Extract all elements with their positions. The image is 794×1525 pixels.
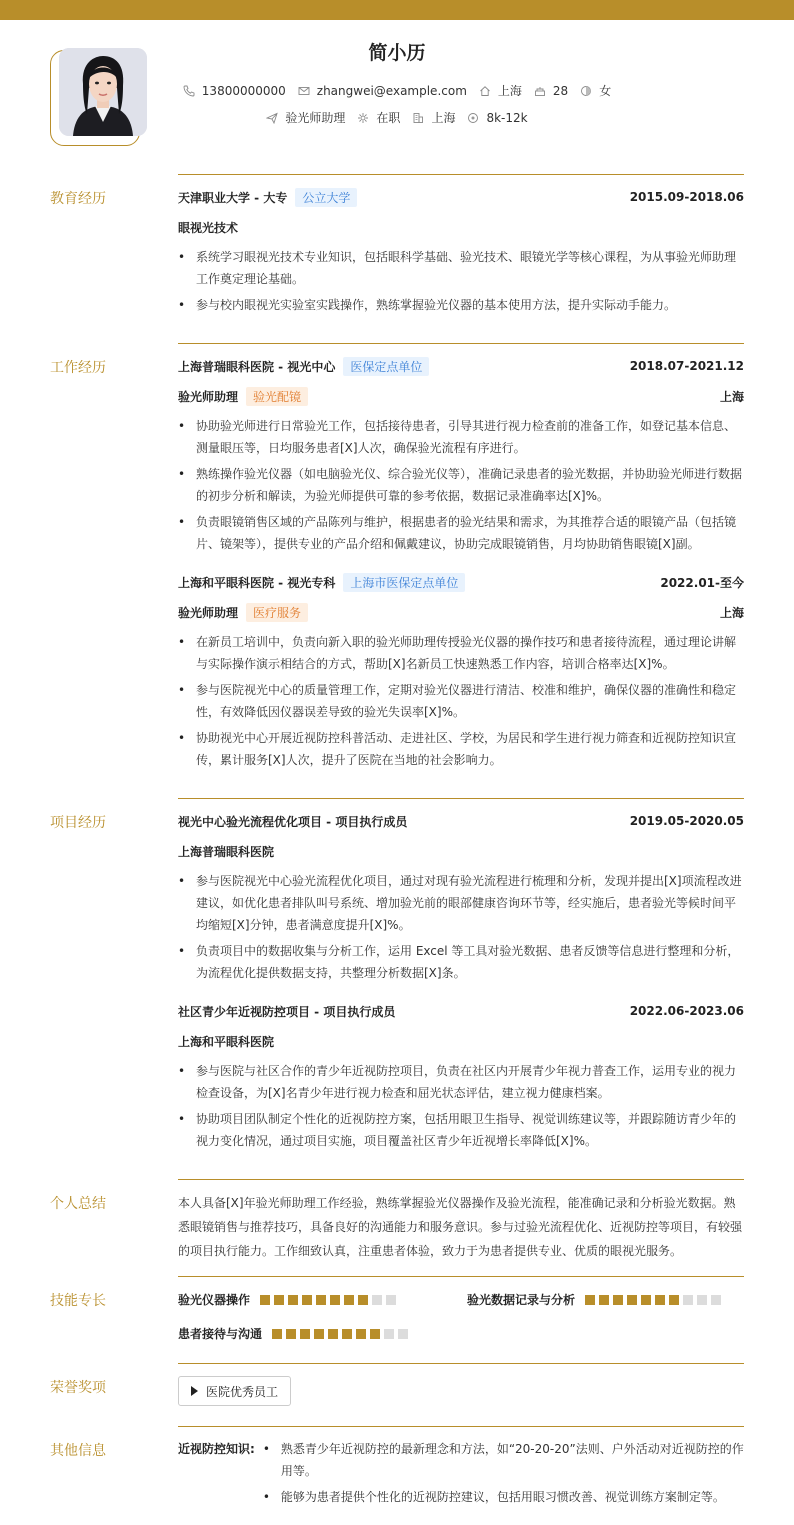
- major-name: 眼视光技术: [178, 220, 239, 235]
- skill-dot-filled: [286, 1329, 296, 1339]
- location-text: 上海: [497, 84, 522, 98]
- project-item-2: [178, 1001, 744, 1152]
- company-name: 上海普瑞眼科医院 - 视光中心: [178, 359, 336, 374]
- project-org: 上海和平眼科医院: [178, 1034, 275, 1049]
- skill-dot-filled: [274, 1295, 284, 1305]
- skill-dot-filled: [599, 1295, 609, 1305]
- company-tag: 医保定点单位: [343, 357, 429, 376]
- target-city-info: [412, 109, 455, 126]
- skill-level-1: [585, 1295, 725, 1305]
- section-divider: [178, 174, 744, 175]
- age-text: 28: [552, 83, 569, 98]
- project-bullets: [178, 870, 744, 984]
- job-title-text: 验光师助理: [285, 111, 346, 125]
- skill-dot-filled: [330, 1295, 340, 1305]
- work-item-2: [178, 572, 744, 771]
- project-item-1: [178, 811, 744, 984]
- work-period: 2018.07-2021.12: [629, 359, 744, 373]
- skill-dot-filled: [613, 1295, 623, 1305]
- skill-dot-filled: [288, 1295, 298, 1305]
- list-item: • 负责眼镜销售区域的产品陈列与维护，根据患者的验光结果和需求，为其推荐合适的眼镜产品（包括镜片、镜架等），提供专业的产品介绍和佩戴建议，协助完成眼镜销售，月均协助销售眼镜[X]副。: [178, 511, 744, 555]
- salary-info: [467, 111, 527, 125]
- status-info: [357, 109, 400, 126]
- role-name: 验光师助理: [178, 389, 239, 404]
- section-divider: [178, 1276, 744, 1277]
- skill-dot-filled: [627, 1295, 637, 1305]
- work-city: 上海: [719, 389, 744, 404]
- list-item: • 熟悉青少年近视防控的最新理念和方法，如“20-20-20”法则、户外活动对近视防控的作用等。: [263, 1438, 744, 1482]
- list-item: • 参与医院视光中心的质量管理工作，定期对验光仪器进行清洁、校准和维护，确保仪器的准确性和稳定性，有效降低因仪器误差导致的验光失误率[X]%。: [178, 679, 744, 723]
- status-text: 在职: [376, 111, 401, 125]
- school-tag: 公立大学: [295, 188, 357, 207]
- section-title-summary: 个人总结: [50, 1196, 106, 1212]
- target-city-text: 上海: [431, 111, 456, 125]
- education-period: 2015.09-2018.06: [629, 190, 744, 204]
- list-item: • 系统学习眼视光技术专业知识，包括眼科学基础、验光技术、眼镜光学等核心课程，为从事验光师助理工作奠定理论基础。: [178, 246, 744, 290]
- list-item: • 协助项目团队制定个性化的近视防控方案，包括用眼卫生指导、视觉训练建议等，并跟踪随访青少年的视力变化情况，通过项目实施，项目覆盖社区青少年近视增长率降低[X]%。: [178, 1108, 744, 1152]
- location-info: [479, 82, 522, 99]
- skill-dot-filled: [356, 1329, 366, 1339]
- section-divider: [178, 1426, 744, 1427]
- top-accent-bar: [0, 0, 794, 20]
- list-item: • 熟练操作验光仪器（如电脑验光仪、综合验光仪等），准确记录患者的验光数据，并协助验光师进行数据的初步分析和解读，为验光师提供可靠的参考依据，数据记录准确率达[X]%。: [178, 463, 744, 507]
- role-tag: 医疗服务: [246, 603, 308, 622]
- skill-dot-filled: [358, 1295, 368, 1305]
- salary-text: 8k-12k: [486, 110, 528, 125]
- email-text: zhangwei@example.com: [316, 83, 467, 98]
- work-item-1: [178, 356, 744, 555]
- skill-dot-filled: [314, 1329, 324, 1339]
- email-info: [298, 84, 467, 98]
- role-name: 验光师助理: [178, 605, 239, 620]
- section-title-honors: 荣誉奖项: [50, 1380, 106, 1396]
- age-info: [534, 84, 568, 98]
- section-divider: [178, 798, 744, 799]
- skill-item: [467, 1291, 725, 1308]
- home-icon: [479, 85, 491, 97]
- education-bullets: [178, 246, 744, 316]
- list-item: • 协助视光中心开展近视防控科普活动、走进社区、学校，为居民和学生进行视力筛查和近视防控知识宣传，累计服务[X]人次，提升了医院在当地的社会影响力。: [178, 727, 744, 771]
- role-tag: 验光配镜: [246, 387, 308, 406]
- skill-dot-filled: [316, 1295, 326, 1305]
- project-period: 2022.06-2023.06: [629, 1004, 744, 1018]
- skill-dot-filled: [344, 1295, 354, 1305]
- list-item: • 在新员工培训中，负责向新入职的验光师助理传授验光仪器的操作技巧和患者接待流程，通过理论讲解与实际操作演示相结合的方式，帮助[X]名新员工快速熟悉工作内容，培训合格率达[X]%。: [178, 631, 744, 675]
- project-org: 上海普瑞眼科医院: [178, 844, 275, 859]
- education-content: [178, 187, 744, 316]
- phone-text: 13800000000: [201, 83, 286, 98]
- skill-dot-filled: [585, 1295, 595, 1305]
- skill-dot-filled: [342, 1329, 352, 1339]
- job-info-row: [0, 109, 794, 126]
- project-title: 视光中心验光流程优化项目 - 项目执行成员: [178, 814, 408, 829]
- work-bullets: [178, 631, 744, 771]
- coin-icon: [467, 112, 479, 124]
- skill-item: [178, 1325, 412, 1342]
- school-name: 天津职业大学 - 大专: [178, 190, 288, 205]
- skill-name: 验光仪器操作: [178, 1293, 251, 1307]
- project-period: 2019.05-2020.05: [629, 814, 744, 828]
- skill-name: 患者接待与沟通: [178, 1327, 263, 1341]
- list-item: • 负责项目中的数据收集与分析工作，运用 Excel 等工具对验光数据、患者反馈等信息进行整理和分析，为流程优化提供数据支持，共整理分析数据[X]条。: [178, 940, 744, 984]
- section-title-skills: 技能专长: [50, 1293, 106, 1309]
- work-period: 2022.01-至今: [660, 575, 744, 590]
- project-bullets: [178, 1060, 744, 1152]
- list-item: • 参与医院视光中心验光流程优化项目，通过对现有验光流程进行梳理和分析，发现并提出[X]项流程改进建议，如优化患者排队叫号系统、增加验光前的眼部健康咨询环节等，经实施后，患者验光等候时间平均缩短[X]分钟，患者满意度提升[X]%。: [178, 870, 744, 936]
- company-tag: 上海市医保定点单位: [343, 573, 465, 592]
- skill-dot-empty: [384, 1329, 394, 1339]
- play-icon: [191, 1386, 198, 1396]
- skill-dot-filled: [641, 1295, 651, 1305]
- work-city: 上海: [719, 605, 744, 620]
- summary-text: 本人具备[X]年验光师助理工作经验，熟练掌握验光仪器操作及验光流程，能准确记录和分析验光数据。熟悉眼镜销售与推荐技巧，具备良好的沟通能力和服务意识。参与过验光流程优化、近视防控等项目，有较强的项目执行能力。工作细致认真，注重患者体验，致力于为患者提供专业、优质的眼视光服务。: [178, 1196, 743, 1258]
- other-content: [178, 1438, 744, 1508]
- skill-name: 验光数据记录与分析: [467, 1293, 576, 1307]
- other-label: 近视防控知识:: [178, 1442, 255, 1456]
- skill-dot-empty: [683, 1295, 693, 1305]
- project-title: 社区青少年近视防控项目 - 项目执行成员: [178, 1004, 396, 1019]
- company-name: 上海和平眼科医院 - 视光专科: [178, 575, 336, 590]
- skill-dot-filled: [300, 1329, 310, 1339]
- skill-dot-filled: [302, 1295, 312, 1305]
- skill-dot-empty: [386, 1295, 396, 1305]
- building-icon: [412, 112, 424, 124]
- section-title-other: 其他信息: [50, 1443, 106, 1459]
- other-bullets: [263, 1438, 744, 1508]
- section-title-education: 教育经历: [50, 191, 106, 207]
- list-item: • 参与医院与社区合作的青少年近视防控项目，负责在社区内开展青少年视力普查工作，运用专业的视力检查设备，为[X]名青少年进行视力检查和屈光状态评估，建立视力健康档案。: [178, 1060, 744, 1104]
- skill-dot-filled: [669, 1295, 679, 1305]
- phone-icon: [183, 85, 195, 97]
- section-divider: [178, 343, 744, 344]
- work-bullets: [178, 415, 744, 555]
- skill-item: [178, 1291, 400, 1308]
- gender-icon: [580, 85, 592, 97]
- skill-level-2: [272, 1329, 412, 1339]
- job-title-info: [266, 109, 345, 126]
- section-divider: [178, 1179, 744, 1180]
- skill-dot-filled: [328, 1329, 338, 1339]
- mail-icon: [298, 85, 310, 97]
- section-title-projects: 项目经历: [50, 815, 106, 831]
- candidate-name: 简小历: [368, 42, 426, 64]
- skill-dot-empty: [372, 1295, 382, 1305]
- honor-text: 医院优秀员工: [206, 1384, 279, 1399]
- skill-dot-empty: [697, 1295, 707, 1305]
- list-item: • 能够为患者提供个性化的近视防控建议，包括用眼习惯改善、视觉训练方案制定等。: [263, 1486, 744, 1508]
- skill-dot-filled: [370, 1329, 380, 1339]
- send-icon: [266, 112, 278, 124]
- status-icon: [357, 112, 369, 124]
- skill-dot-filled: [272, 1329, 282, 1339]
- list-item: • 参与校内眼视光实验室实践操作，熟练掌握验光仪器的基本使用方法，提升实际动手能力。: [178, 294, 744, 316]
- skill-dot-empty: [398, 1329, 408, 1339]
- skill-dot-filled: [655, 1295, 665, 1305]
- list-item: • 协助验光师进行日常验光工作，包括接待患者，引导其进行视力检查前的准备工作，如登记基本信息、测量眼压等，日均服务患者[X]人次，确保验光流程有序进行。: [178, 415, 744, 459]
- skill-dot-empty: [711, 1295, 721, 1305]
- section-divider: [178, 1363, 744, 1364]
- skill-level-0: [260, 1295, 400, 1305]
- cake-icon: [534, 85, 546, 97]
- phone-info: [183, 84, 286, 98]
- honor-badge: [178, 1376, 291, 1406]
- gender-info: [580, 82, 611, 99]
- gender-text: 女: [599, 84, 612, 98]
- section-title-work: 工作经历: [50, 360, 106, 376]
- contact-info-row: [0, 82, 794, 99]
- skill-dot-filled: [260, 1295, 270, 1305]
